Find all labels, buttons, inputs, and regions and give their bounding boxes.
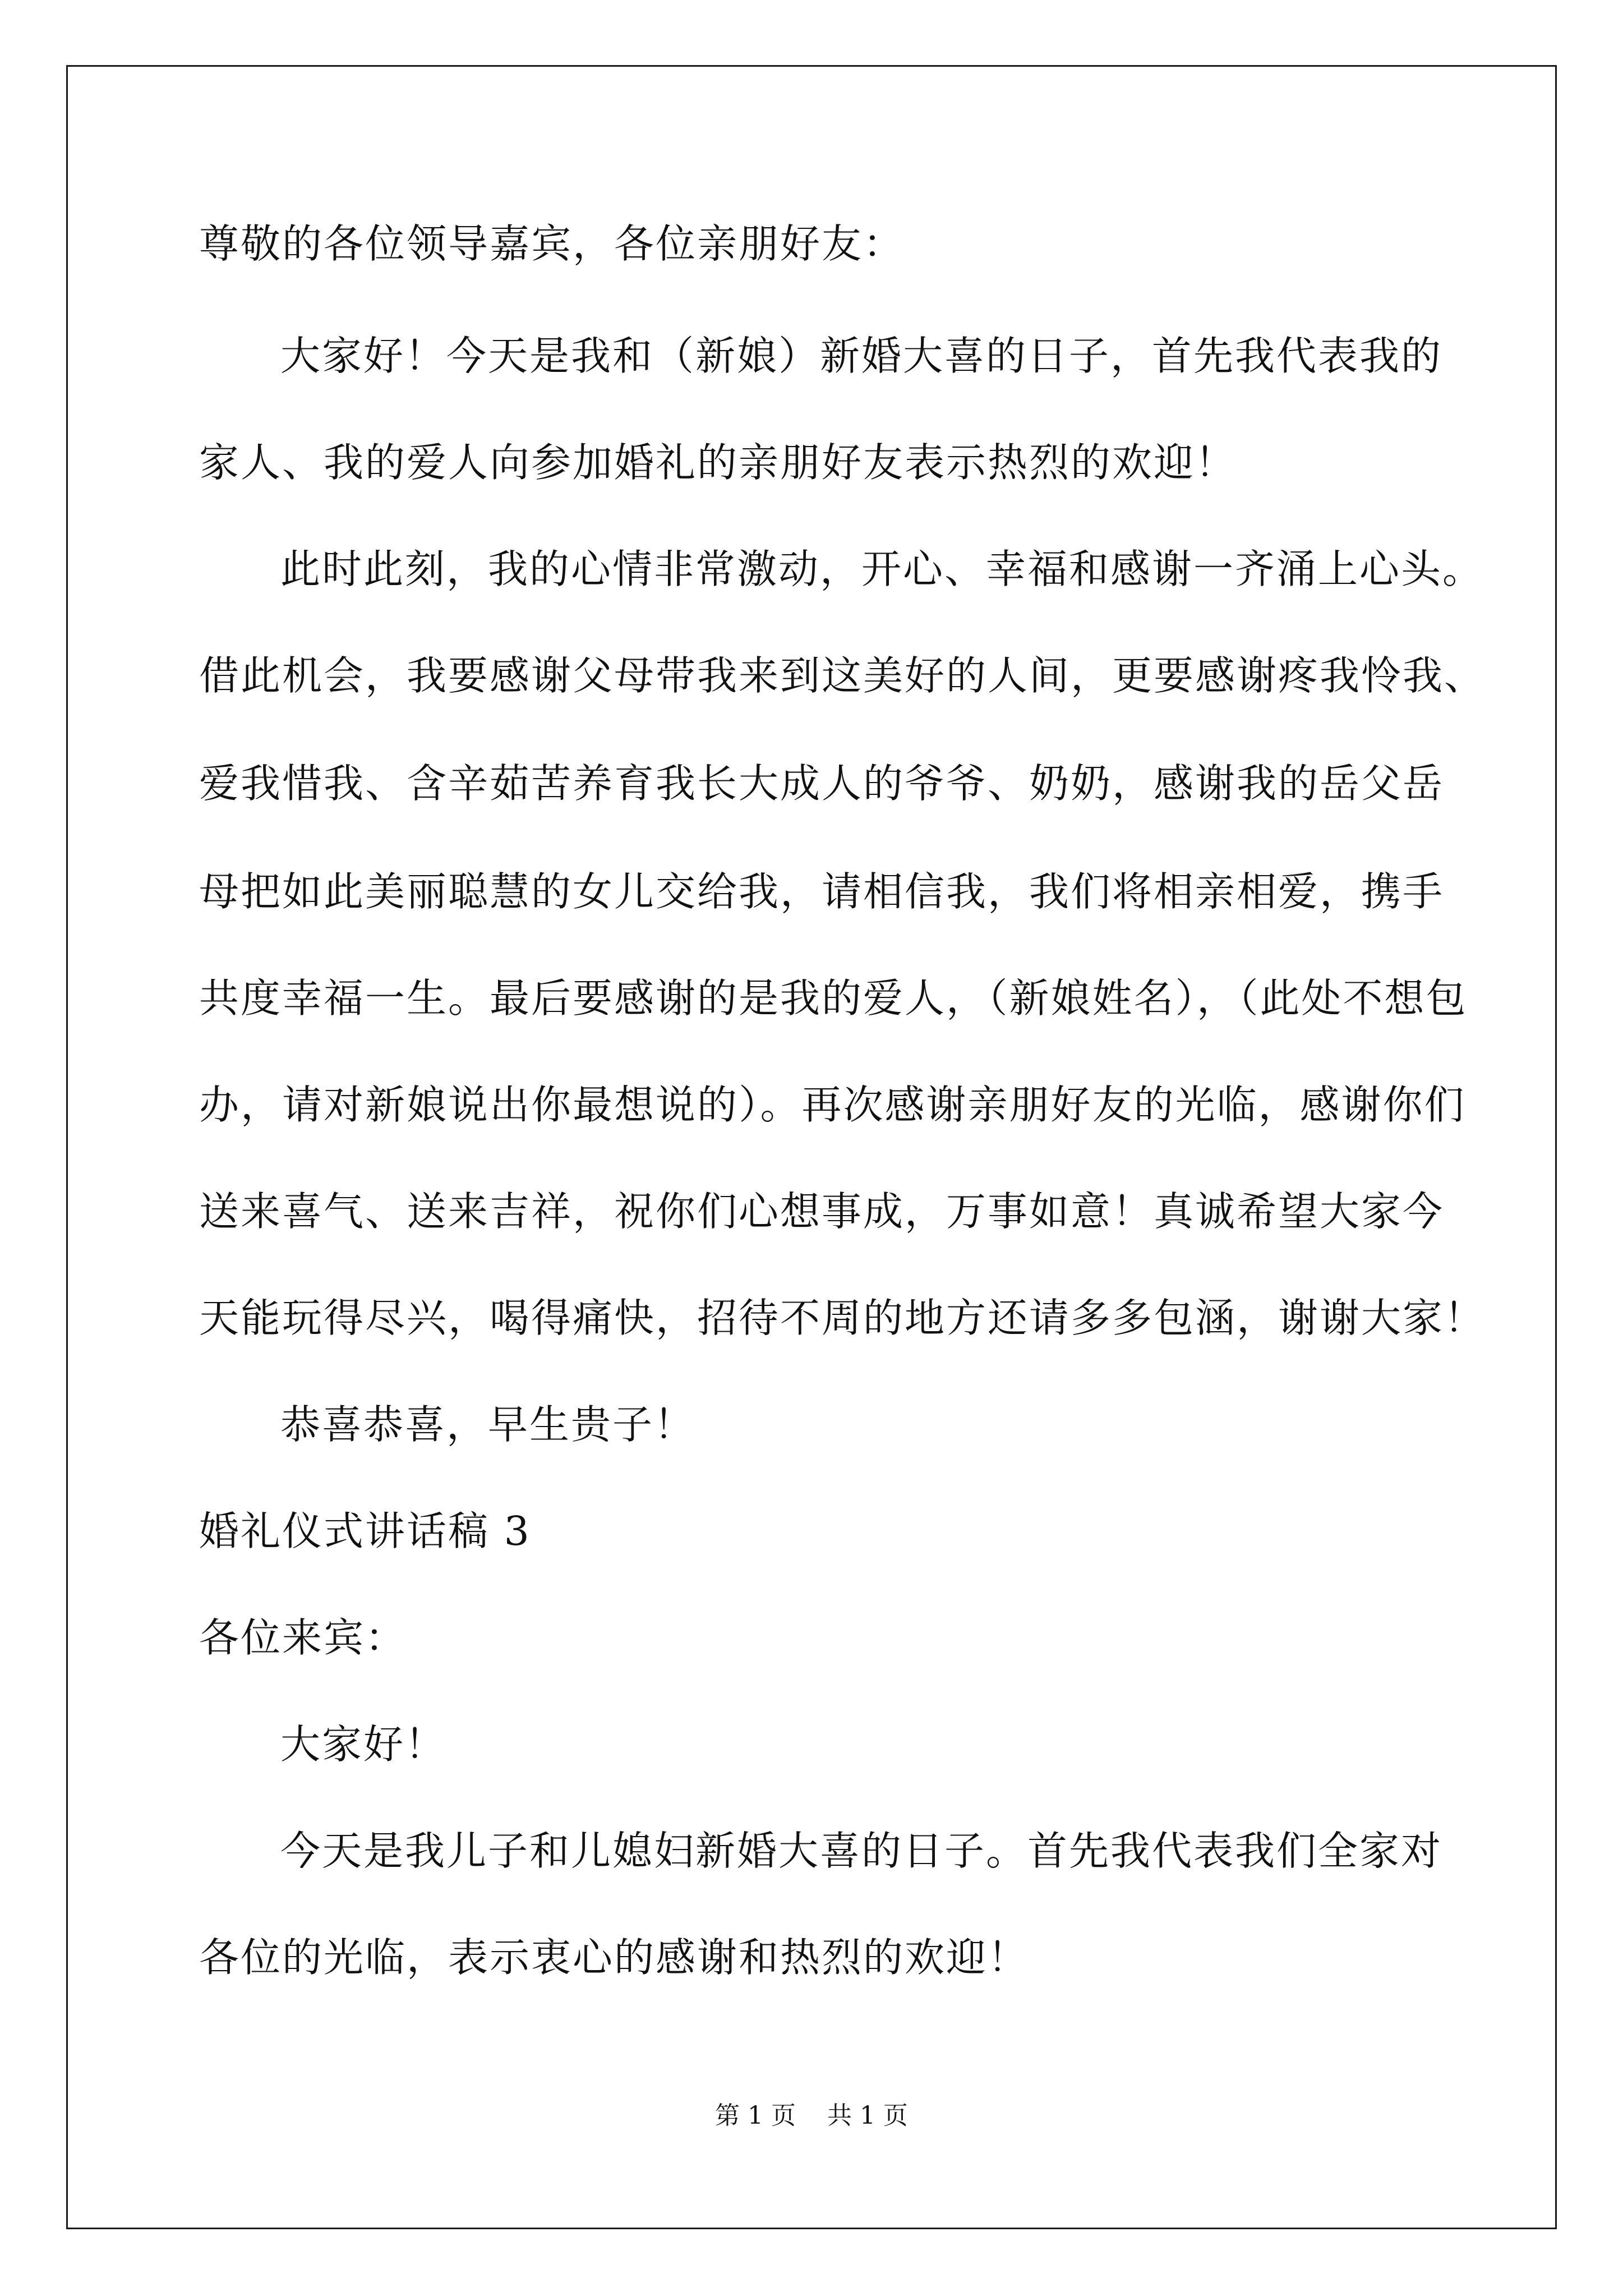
paragraph-line: 爱我惜我、含辛茹苦养育我长大成人的爷爷、奶奶，感谢我的岳父岳 — [199, 760, 1445, 807]
page-number-footer: 第 1 页 共 1 页 — [715, 2101, 908, 2130]
paragraph-line: 大家好！ — [280, 1721, 447, 1768]
paragraph-line: 借此机会，我要感谢父母带我来到这美好的人间，更要感谢疼我怜我、 — [199, 652, 1486, 699]
page-border — [66, 65, 1557, 2229]
paragraph-line: 今天是我儿子和儿媳妇新婚大喜的日子。首先我代表我们全家对 — [280, 1828, 1443, 1874]
paragraph-line: 家人、我的爱人向参加婚礼的亲朋好友表示热烈的欢迎！ — [199, 439, 1237, 486]
paragraph-line: 各位的光临，表示衷心的感谢和热烈的欢迎！ — [199, 1934, 1030, 1981]
salutation: 各位来宾： — [199, 1614, 407, 1661]
paragraph-line: 办，请对新娘说出你最想说的）。再次感谢亲朋好友的光临，感谢你们 — [199, 1082, 1466, 1128]
paragraph-line: 大家好！今天是我和（新娘）新婚大喜的日子，首先我代表我的 — [280, 333, 1443, 379]
salutation: 尊敬的各位领导嘉宾，各位亲朋好友： — [199, 220, 905, 267]
paragraph-line: 此时此刻，我的心情非常激动，开心、幸福和感谢一齐涌上心头。 — [280, 546, 1484, 592]
paragraph-line: 送来喜气、送来吉祥，祝你们心想事成，万事如意！真诚希望大家今 — [199, 1188, 1445, 1235]
paragraph-line: 天能玩得尽兴，喝得痛快，招待不周的地方还请多多包涵，谢谢大家！ — [199, 1295, 1486, 1341]
paragraph-line: 恭喜恭喜，早生贵子！ — [280, 1401, 696, 1448]
paragraph-line: 共度幸福一生。最后要感谢的是我的爱人，（新娘姓名），（此处不想包 — [199, 975, 1468, 1022]
section-title: 婚礼仪式讲话稿 3 — [199, 1508, 531, 1554]
paragraph-line: 母把如此美丽聪慧的女儿交给我，请相信我，我们将相亲相爱，携手 — [199, 868, 1445, 915]
